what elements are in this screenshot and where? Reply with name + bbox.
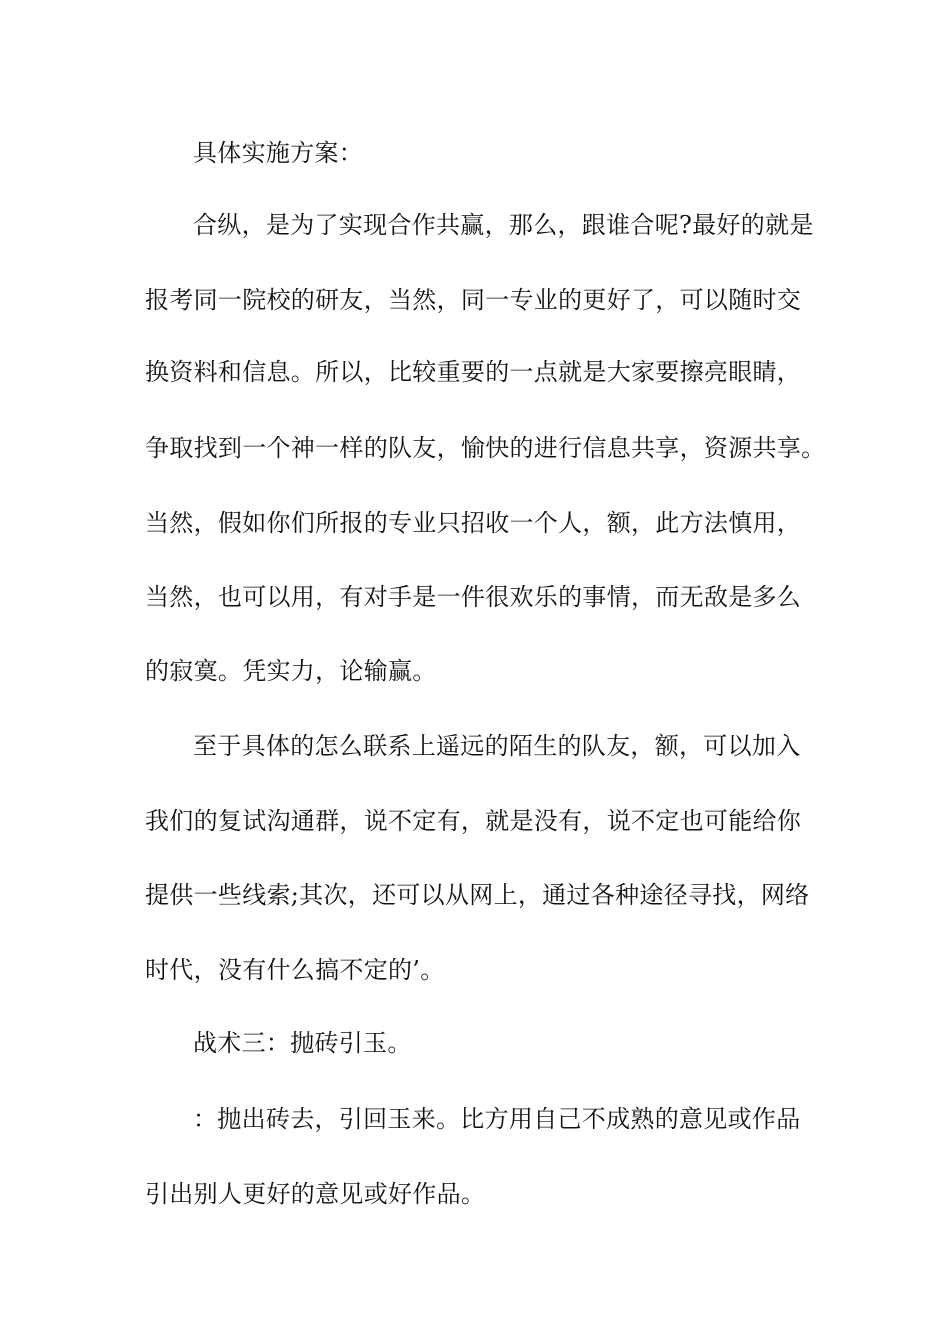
paragraph-line: 时代，没有什么搞不定的’。	[145, 956, 445, 984]
paragraph-line: 争取找到一个神一样的队友，愉快的进行信息共享，资源共享。	[145, 434, 826, 462]
paragraph-line: 我们的复试沟通群，说不定有，就是没有，说不定也可能给你	[145, 807, 802, 835]
paragraph-line: 至于具体的怎么联系上遥远的陌生的队友，额，可以加入	[193, 732, 801, 760]
paragraph-line: 合纵，是为了实现合作共赢，那么，跟谁合呢?最好的就是	[193, 211, 814, 239]
paragraph-line: 的寂寞。凭实力，论输赢。	[145, 657, 437, 685]
heading-tactic-three: 战术三：抛砖引玉。	[193, 1029, 412, 1057]
paragraph-line: 当然，也可以用，有对手是一件很欢乐的事情，而无敌是多么	[145, 583, 802, 611]
heading-implementation-plan: 具体实施方案：	[193, 139, 364, 167]
paragraph-line: 引出别人更好的意见或好作品。	[145, 1180, 486, 1208]
paragraph-line: 提供一些线索;其次，还可以从网上，通过各种途径寻找，网络	[145, 881, 810, 909]
paragraph-line: 当然，假如你们所报的专业只招收一个人，额，此方法慎用，	[145, 509, 802, 537]
paragraph-line: 换资料和信息。所以，比较重要的一点就是大家要擦亮眼睛，	[145, 358, 802, 386]
paragraph-line: ：抛出砖去，引回玉来。比方用自己不成熟的意见或作品	[193, 1105, 801, 1133]
paragraph-line: 报考同一院校的研友，当然，同一专业的更好了，可以随时交	[145, 286, 802, 314]
